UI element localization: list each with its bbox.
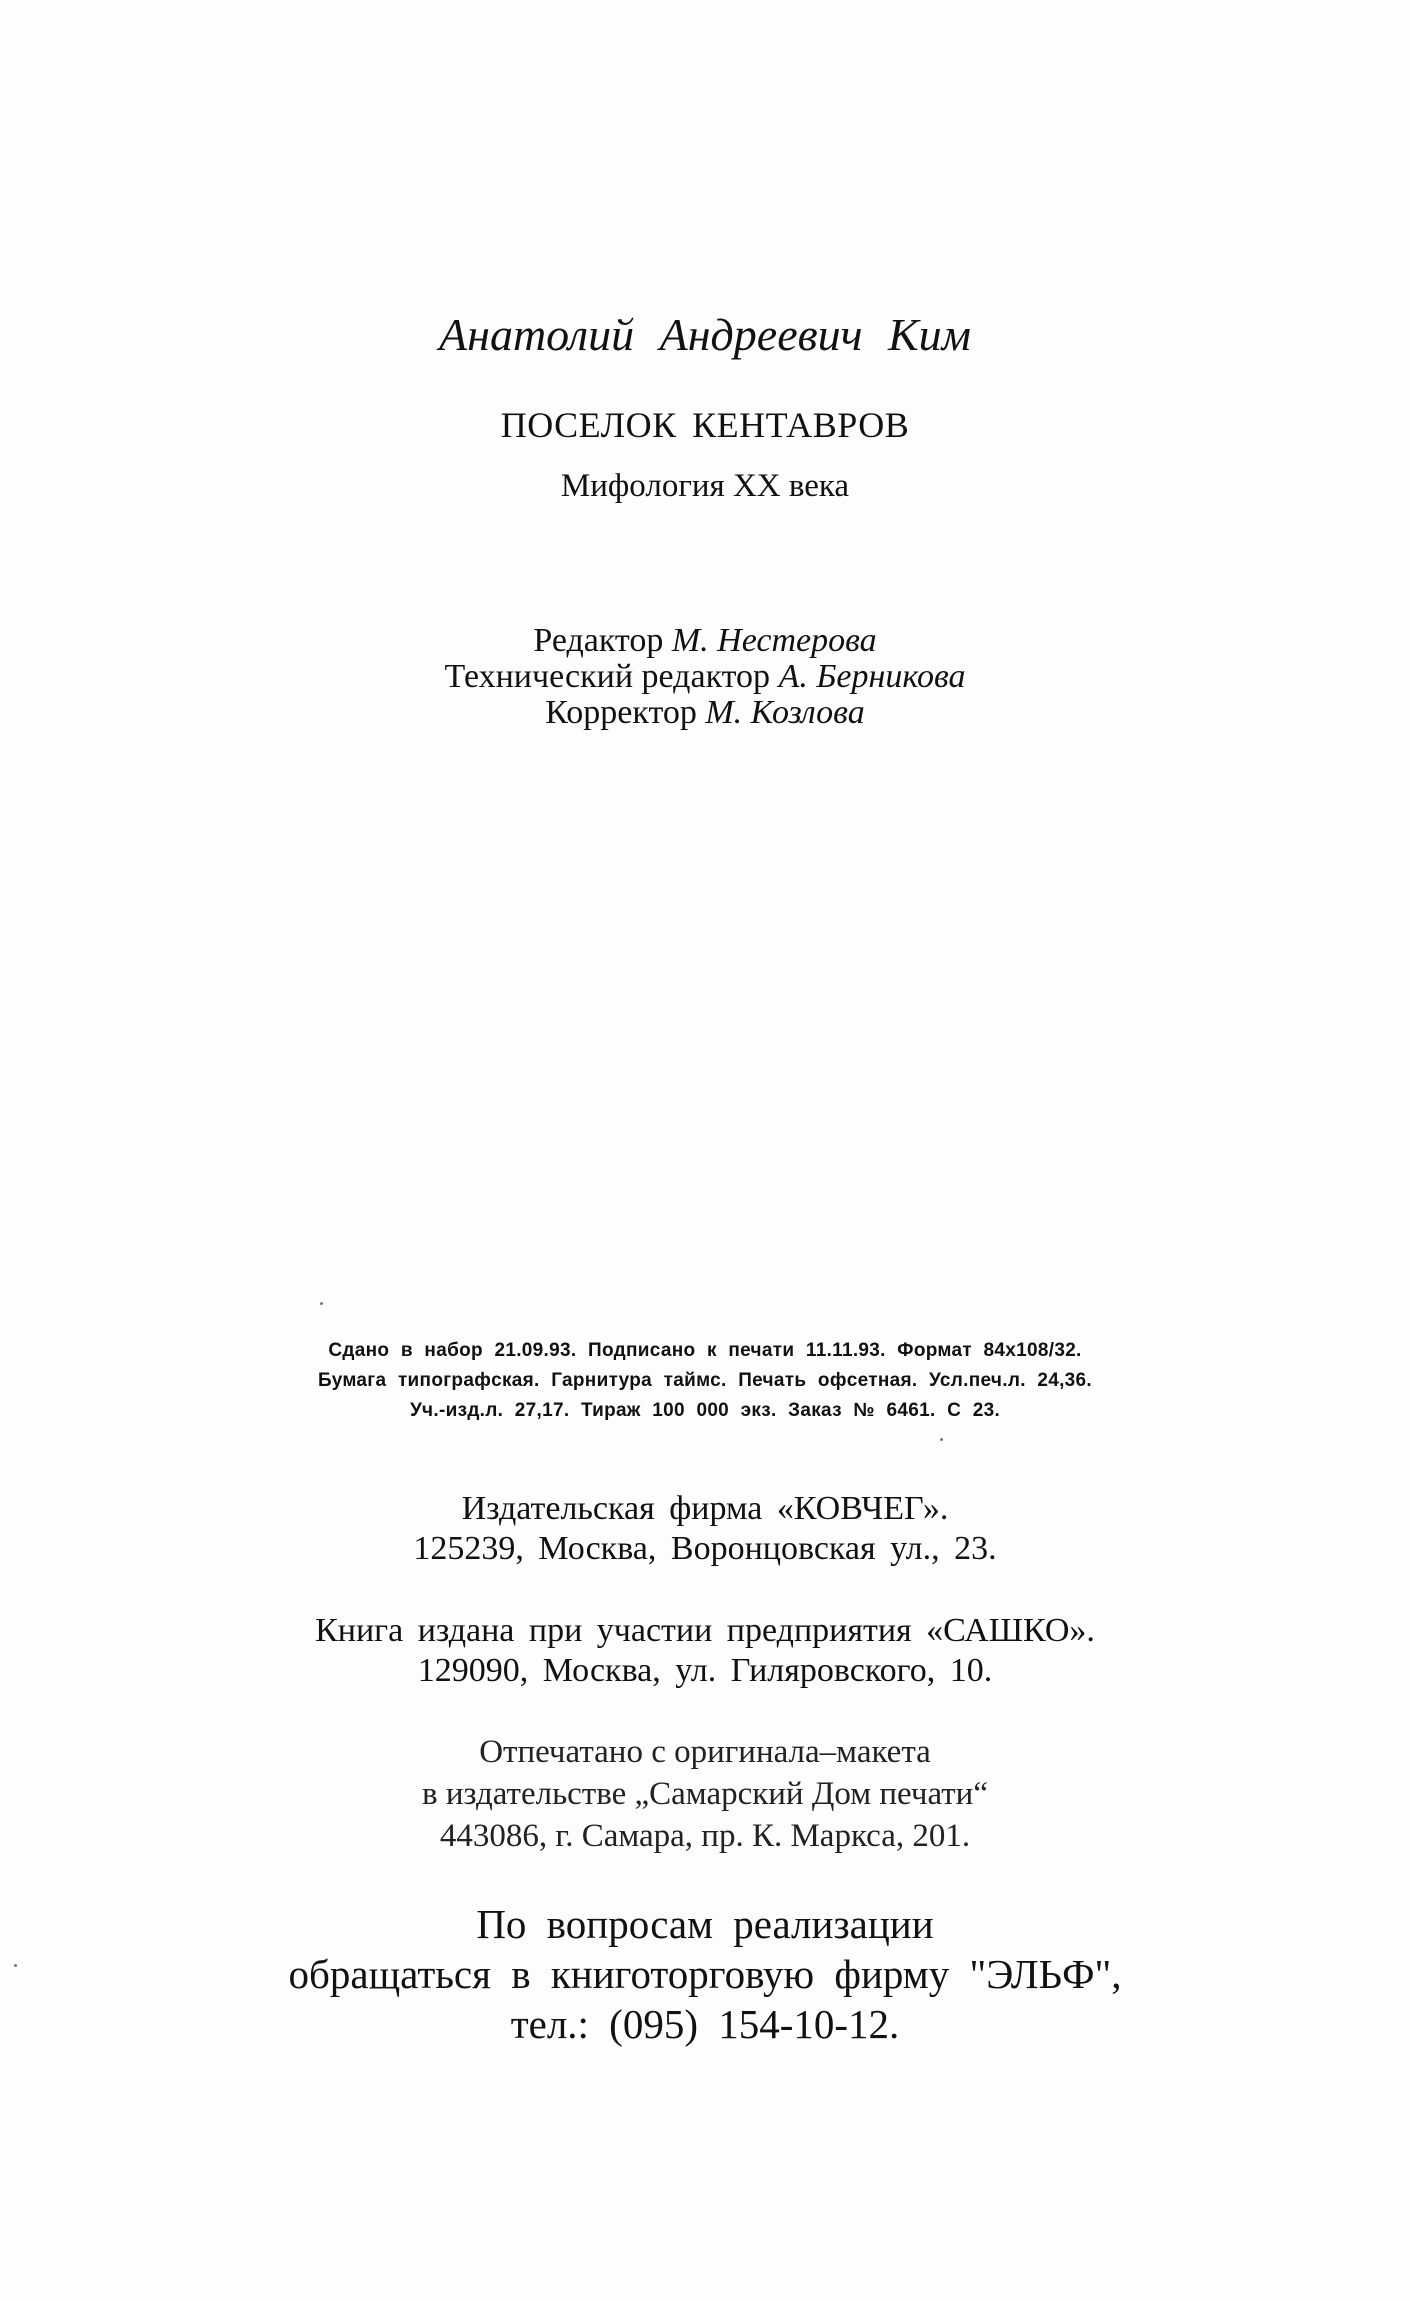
imprint-line: Сдано в набор 21.09.93. Подписано к печати 11.11.93. Формат 84x108/32. (328, 1340, 1082, 1361)
book-subtitle: Мифология XX века (560, 468, 850, 504)
printed-address: 443086, г. Самара, пр. К. Маркса, 201. (439, 1818, 971, 1854)
printed-house: в издательстве „Самарский Дом печати“ (422, 1776, 988, 1812)
publisher-name: Издательская фирма «КОВЧЕГ». (461, 1490, 949, 1527)
partner-name: Книга издана при участии предприятия «САШКО». (315, 1612, 1095, 1649)
credit-person: М. Нестерова (671, 622, 877, 659)
scan-speck (320, 1302, 323, 1305)
scan-speck (14, 1964, 17, 1967)
sales-note: По вопросам реализации (476, 1901, 934, 1947)
imprint-line: Бумага типографская. Гарнитура таймс. Печать офсетная. Усл.печ.л. 24,36. (318, 1370, 1092, 1391)
partner-address: 129090, Москва, ул. Гиляровского, 10. (417, 1652, 993, 1689)
credit-proofreader (0, 694, 1410, 732)
book-title: ПОСЕЛОК КЕНТАВРОВ (500, 405, 910, 445)
credit-technical-editor (0, 658, 1410, 696)
credit-role: Корректор (545, 694, 697, 731)
credit-editor (0, 622, 1410, 660)
sales-phone: тел.: (095) 154-10-12. (510, 2001, 900, 2047)
credit-role: Технический редактор (444, 658, 771, 695)
sales-firm: обращаться в книготорговую фирму "ЭЛЬФ", (288, 1951, 1122, 1997)
scan-speck (940, 1438, 943, 1441)
credit-role: Редактор (533, 622, 664, 659)
publisher-address: 125239, Москва, Воронцовская ул., 23. (413, 1530, 997, 1567)
author-name: Анатолий Андреевич Ким (439, 309, 971, 360)
credit-person: А. Берникова (778, 658, 966, 695)
imprint-line: Уч.-изд.л. 27,17. Тираж 100 000 экз. Заказ № 6461. С 23. (409, 1400, 1001, 1421)
printed-note: Отпечатано с оригинала–макета (479, 1734, 931, 1770)
credit-person: М. Козлова (705, 694, 865, 731)
